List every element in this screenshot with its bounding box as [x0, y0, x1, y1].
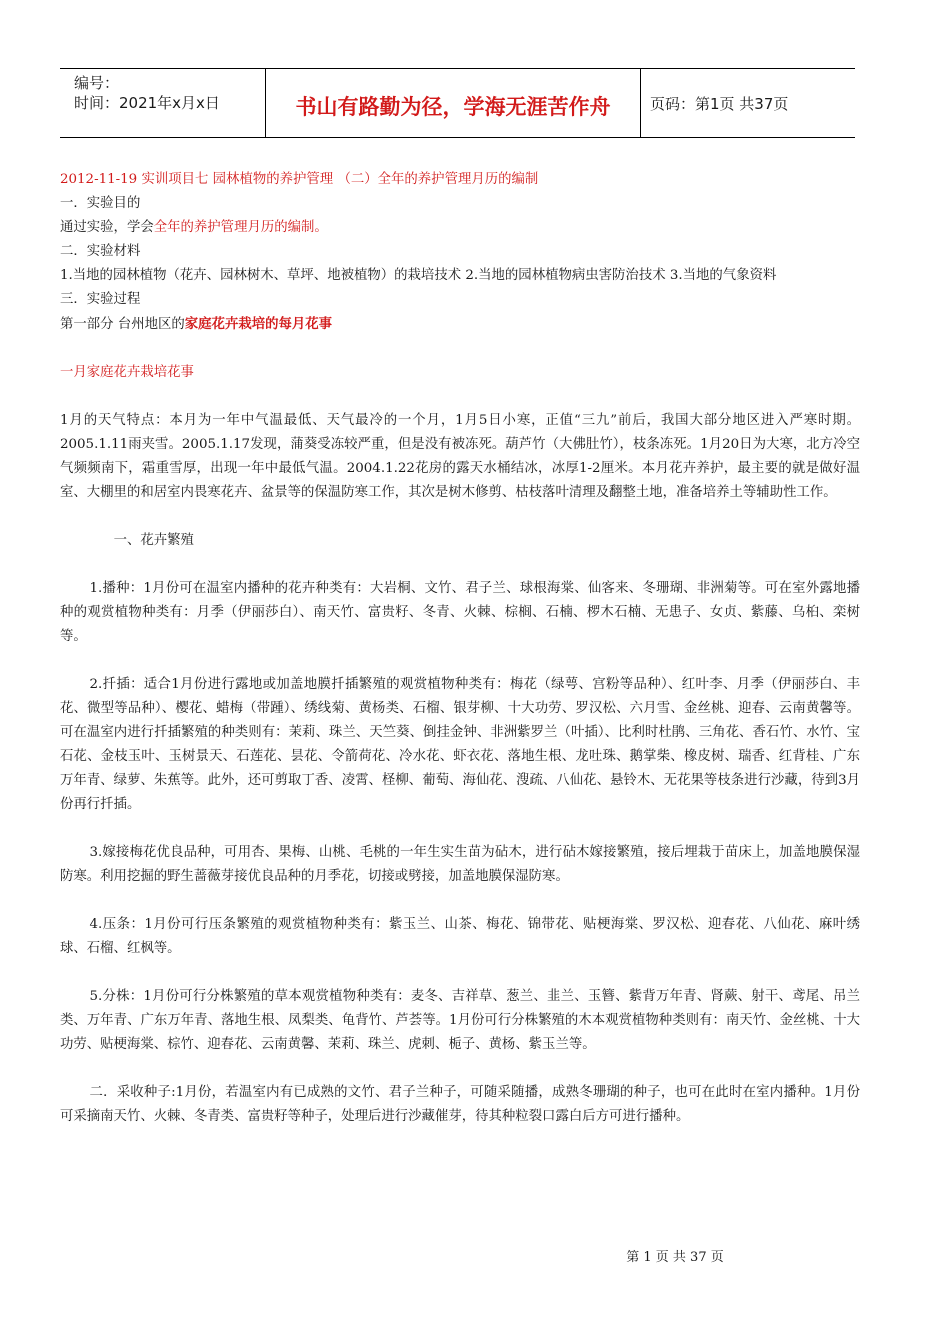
- subsection-propagation-heading: 一、花卉繁殖: [113, 533, 194, 548]
- purpose-paragraph: [60, 216, 860, 240]
- header-page-number: 页码：第1页 共37页: [650, 95, 789, 113]
- grafting-paragraph: 3.嫁接梅花优良品种，可用杏、果梅、山桃、毛桃的一年生实生苗为砧木，进行砧木嫁接繁殖，接后埋栽于苗床上，加盖地膜保湿防寒。利用挖掘的野生蔷薇芽接优良品种的月季花，切接或劈接，加盖地膜保湿防寒。: [60, 845, 860, 884]
- weather-paragraph: 1月的天气特点：本月为一年中气温最低、天气最冷的一个月，1月5日小寒，正值“三九”前后，我国大部分地区进入严寒时期。2005.1.11雨夹雪。2005.1.17发现，蒲葵受冻较严重，但是没有被冻死。葫芦竹（大佛肚竹），枝条冻死。1月20日为大寒，北方冷空气频频南下，霜重雪厚，出现一年中最低气温。2004.1.22花房的露天水桶结冰，冰厚1-2厘米。本月花卉养护，最主要的就是做好温室、大棚里的和居室内畏寒花卉、盆景等的保温防寒工作，其次是树木修剪、枯枝落叶清理及翻整土地，准备培养土等辅助性工作。: [60, 413, 860, 500]
- header-page-cell: [640, 69, 855, 137]
- page-footer: 第 1 页 共 37 页: [626, 1250, 724, 1265]
- seed-collection-paragraph: 二．采收种子:1月份，若温室内有已成熟的文竹、君子兰种子，可随采随播，成熟冬珊瑚的种子，也可在此时在室内播种。1月份可采摘南天竹、火棘、冬青类、富贵籽等种子，处理后进行沙藏催芽，待其种粒裂口露白后方可进行播种。: [60, 1085, 860, 1124]
- header-motto-cell: [265, 69, 641, 137]
- document-body: [60, 168, 860, 1129]
- sowing-paragraph: 1.播种：1月份可在温室内播种的花卉种类有：大岩桐、文竹、君子兰、球根海棠、仙客来、冬珊瑚、非洲菊等。可在室外露地播种的观赏植物种类有：月季（伊丽莎白）、南天竹、富贵籽、冬青、火棘、棕榈、石楠、椤木石楠、无患子、女贞、紫藤、乌桕、栾树等。: [60, 581, 860, 644]
- cutting-paragraph: 2.扦插：适合1月份进行露地或加盖地膜扦插繁殖的观赏植物种类有：梅花（绿萼、宫粉等品种）、红叶李、月季（伊丽莎白、丰花、微型等品种）、樱花、蜡梅（带踵）、绣线菊、黄杨类、石榴、银芽柳、十大功劳、罗汉松、六月雪、金丝桃、迎春、云南黄馨等。可在温室内进行扦插繁殖的种类则有：茉莉、珠兰、天竺葵、倒挂金钟、非洲紫罗兰（叶插）、比利时杜鹃、三角花、香石竹、水竹、宝石花、金枝玉叶、玉树景天、石莲花、昙花、令箭荷花、冷水花、虾衣花、落地生根、龙吐珠、鹅掌柴、橡皮树、瑞香、红背桂、广东万年青、绿萝、朱蕉等。此外，还可剪取丁香、凌霄、柽柳、葡萄、海仙花、溲疏、八仙花、悬铃木、无花果等枝条进行沙藏，待到3月份再行扦插。: [60, 677, 860, 812]
- materials-paragraph: 1.当地的园林植物（花卉、园林树木、草坪、地被植物）的栽培技术 2.当地的园林植物病虫害防治技术 3.当地的气象资料: [60, 268, 777, 283]
- section-materials-heading: 二．实验材料: [60, 244, 141, 259]
- purpose-highlight: 全年的养护管理月历的编制。: [153, 220, 328, 235]
- header-meta-cell: [60, 69, 265, 137]
- document-time-label: 时间：2021年x月x日: [74, 94, 220, 112]
- division-paragraph: 5.分株：1月份可行分株繁殖的草本观赏植物种类有：麦冬、吉祥草、葱兰、韭兰、玉簪、紫背万年青、肾蕨、射干、鸢尾、吊兰类、万年青、广东万年青、落地生根、凤梨类、龟背竹、芦荟等。1月份可行分株繁殖的木本观赏植物种类则有：南天竹、金丝桃、十大功劳、贴梗海棠、棕竹、迎春花、云南黄馨、茉莉、珠兰、虎刺、栀子、黄杨、紫玉兰等。: [60, 989, 860, 1052]
- purpose-prefix: 通过实验，学会: [60, 220, 154, 235]
- header-motto: 书山有路勤为径，学海无涯苦作舟: [295, 95, 611, 119]
- section-process-heading: 三．实验过程: [60, 292, 141, 307]
- section-purpose-heading: 一．实验目的: [60, 196, 141, 211]
- page-header: [60, 68, 855, 138]
- document-title: 2012-11-19 实训项目七 园林植物的养护管理 （二）全年的养护管理月历的编制: [60, 172, 539, 187]
- document-number-label: 编号：: [74, 74, 120, 92]
- month-heading: 一月家庭花卉栽培花事: [60, 365, 194, 380]
- part-one-highlight: 家庭花卉栽培的每月花事: [184, 316, 333, 332]
- part-one-prefix: 第一部分 台州地区的: [60, 317, 185, 332]
- layering-paragraph: 4.压条：1月份可行压条繁殖的观赏植物种类有：紫玉兰、山茶、梅花、锦带花、贴梗海棠、罗汉松、迎春花、八仙花、麻叶绣球、石榴、红枫等。: [60, 917, 860, 956]
- part-one-heading: [60, 312, 860, 337]
